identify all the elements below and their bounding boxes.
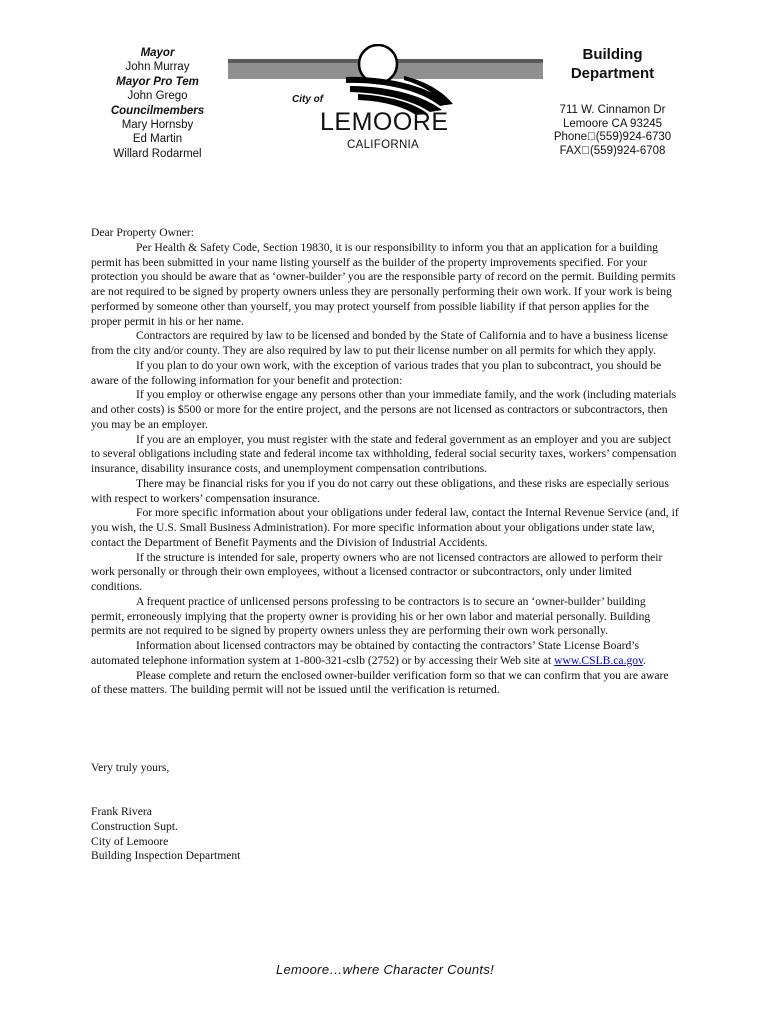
signature-name: Frank Rivera bbox=[91, 805, 152, 818]
signature-org: City of Lemoore bbox=[91, 834, 169, 848]
department-header bbox=[545, 46, 680, 158]
department-title bbox=[545, 46, 680, 83]
city-state: CALIFORNIA bbox=[347, 139, 420, 151]
mayor-pro-tem-label: Mayor Pro Tem bbox=[116, 75, 199, 88]
letter-paragraph: Contractors are required by law to be licensed and bonded by the State of California and to have a business license from the city and/or county. They are also required by law to put their license number on all permits for which they apply. bbox=[91, 329, 668, 357]
department-contact bbox=[545, 104, 680, 158]
mayor-label: Mayor bbox=[140, 47, 175, 59]
city-logo bbox=[228, 44, 543, 162]
officials-list bbox=[100, 46, 215, 161]
signature-block bbox=[91, 805, 240, 864]
salutation: Dear Property Owner: bbox=[91, 226, 195, 239]
mayor-pro-tem-name: John Grego bbox=[127, 90, 188, 103]
letter-paragraph: If you plan to do your own work, with the exception of various trades that you plan to subcontract, you should be aware of the following information for your benefit and protection: bbox=[91, 358, 662, 387]
letter-body bbox=[91, 226, 681, 698]
department-title-line2: Department bbox=[570, 64, 655, 82]
letter-paragraph: If you are an employer, you must register with the state and federal government as an employer and you are subject to several obligations including state and federal income tax withholding, federal social security taxes, workers’ compensation insurance, disability insurance costs, and unemployment compensation contributions. bbox=[91, 432, 677, 475]
letter-paragraph: If the structure is intended for sale, property owners who are not licensed contractors are allowed to perform their work personally or through their own employees, without a licensed contractor or subcontractors, only under limited conditions. bbox=[91, 550, 663, 593]
fax-number: FAX (559)924-6708 bbox=[559, 144, 666, 157]
councilmember-name: Willard Rodarmel bbox=[113, 147, 202, 160]
signature-title: Construction Supt. bbox=[91, 819, 178, 833]
councilmember-name: Mary Hornsby bbox=[121, 119, 194, 132]
letter-paragraph: If you employ or otherwise engage any persons other than your immediate family, and the work (including materials and other costs) is $500 or more for the entire project, and the persons are not licensed as contractors or subcontractors, then you may be an employer. bbox=[91, 388, 677, 431]
license-info-paragraph bbox=[91, 639, 681, 669]
license-info-text: Information about licensed contractors may be obtained by contacting the contractors’ State License Board’s automated telephone information system at 1-800-321-cslb (2752) or by accessing their Web site at bbox=[91, 639, 639, 667]
footer-motto: Lemoore…where Character Counts! bbox=[275, 962, 495, 977]
letter-paragraph: Per Health & Safety Code, Section 19830, it is our responsibility to inform you that an application for a building permit has been submitted in your name listing yourself as the builder of the property improvements specified. For your protection you should be aware that as ‘owner-builder’ you are the responsible party of record on the permit. Building permits are not required to be signed by property owners unless they are personally performing their own work. If your work is being performed by someone other than yourself, you may protect yourself from possible liability if that person applies for the proper permit in his or her name. bbox=[91, 240, 676, 328]
city-of-label: City of bbox=[292, 94, 324, 105]
councilmembers-label: Councilmembers bbox=[110, 104, 205, 117]
address-line1: 711 W. Cinnamon Dr bbox=[559, 104, 666, 116]
signature-dept: Building Inspection Department bbox=[91, 849, 241, 863]
address-line2: Lemoore CA 93245 bbox=[562, 117, 663, 130]
councilmember-name: Ed Martin bbox=[132, 133, 183, 146]
cslb-website-link[interactable]: www.CSLB.ca.gov bbox=[554, 653, 644, 667]
closing: Very truly yours, bbox=[91, 761, 170, 774]
phone-number: Phone (559)924-6730 bbox=[553, 131, 672, 143]
department-title-line1: Building bbox=[582, 46, 643, 63]
letter-paragraph: For more specific information about your obligations under federal law, contact the Internal Revenue Service (and, if you wish, the U.S. Small Business Administration). For more specific information about your obligations under state law, contact the Department of Benefit Payments and the Division of Industrial Accidents. bbox=[91, 506, 679, 549]
letter-paragraph: A frequent practice of unlicensed persons professing to be contractors is to secure an ‘owner-builder’ building permit, erroneously implying that the property owner is providing his or her own labor and material personally. Building permits are not required to be signed by property owners unless they are performing their own work personally. bbox=[91, 594, 651, 638]
letter-paragraph: There may be financial risks for you if you do not carry out these obligations, and these risks are especially serious with respect to workers’ compensation insurance. bbox=[91, 476, 669, 505]
license-info-end: . bbox=[643, 653, 647, 667]
mayor-name: John Murray bbox=[125, 61, 190, 74]
city-name: LEMOORE bbox=[320, 108, 449, 136]
final-paragraph: Please complete and return the enclosed owner-builder verification form so that we can confirm that you are aware of these matters. The building permit will not be issued until the verification is returned. bbox=[91, 668, 669, 697]
